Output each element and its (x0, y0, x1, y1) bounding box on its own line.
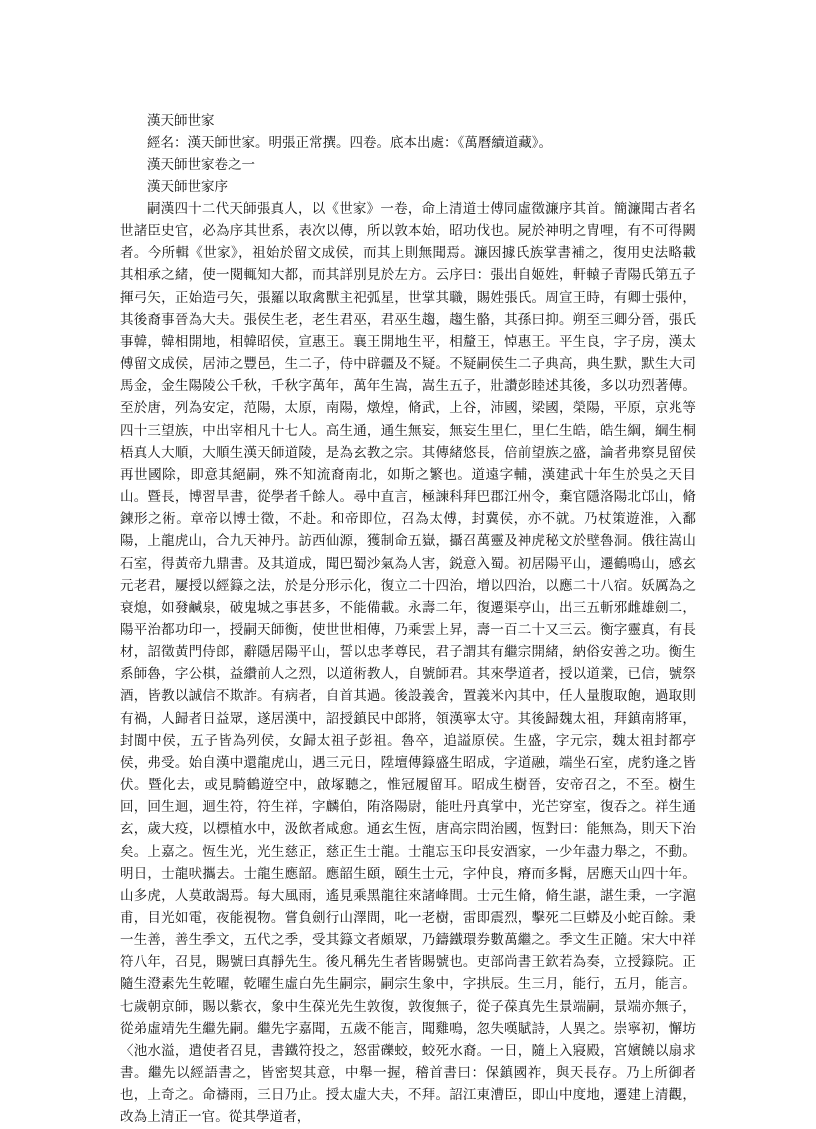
volume-title: 漢天師世家卷之一 (147, 157, 255, 173)
document-meta: 經名：漢天師世家。明張正常撰。四卷。底本出處：《萬曆續道藏》。 (147, 135, 552, 151)
document-title: 漢天師世家 (147, 113, 215, 129)
document-page (120, 110, 696, 1129)
preface-body: 嗣漢四十二代天師張真人，以《世家》一卷，命上清道士傅同虛徵濂序其首。簡濂聞古者名世諸臣史官，必為序其世系，表次以傳，所以敦本始，昭功伐也。屍於神明之冑哩，有不可得闕者。今所輯《世家》，祖始於留文成侯，而其上則無聞焉。濂因據氏族掌書補之，復用史法略載其相承之緒，使一閱輒知大都，而其詳別見於左方。云序曰：張出自姬姓，軒轅子青陽氏第五子揮弓矢，正始造弓矢，張羅以取禽獸主祀弧星，世掌其職，賜姓張氏。周宣王時，有卿士張仲，其後裔事晉為大夫。張侯生老，老生君巫，君巫生趨，趨生骼，其孫曰抑。朔至三卿分晉，張氏事韓，韓相開地，相韓昭侯，宣惠王。襄王開地生平，相釐王，悼惠王。平生良，字子房，漢太傅留文成侯，居沛之豐邑，生二子，侍中辟疆及不疑。不疑嗣侯生二子典高，典生默，默生大司馬金，金生陽陵公千秋，千秋字萬年，萬年生嵩，嵩生五子，壯讚彭睦述其後，多以功烈著傳。至於唐，列為安定，范陽，太原，南陽，燉煌，脩武，上谷，沛國，梁國，榮陽，平原，京兆等四十三望族，中出宰相凡十七人。高生通，通生無妄，無妄生里仁，里仁生皓，皓生綱，綱生桐梧真人大順，大順生漢天師道陵，是為玄教之宗。其傳緒悠長，倍前望族之盛，論者弗察見留侯再世國除，即意其絕嗣，殊不知流裔南北，如斯之繁也。道遠字輔，漢建武十年生於吳之天目山。暨長，博習旱書，從學者千餘人。尋中直言，極諫科拜巴郡江州令，棄官隱洛陽北邙山，脩鍊形之術。章帝以博士徵，不赴。和帝即位，召為太傅，封冀侯，亦不就。乃杖策遊淮，入鄱陽，上龍虎山，合九天神丹。訪西仙源，獲制命五嶽，攝召萬靈及神虎秘文於壁魯洞。俄往嵩山石室，得黃帝九鼎書。及其道成，聞巴蜀沙氣為人害，鋭意入蜀。初居陽平山，遷鶴鳴山，感玄元老君，屢授以經籙之法，於是分形示化，復立二十四治，增以四治，以應二十八宿。妖厲為之衰熄，如發鹹泉，破鬼城之事甚多，不能備載。永壽二年，復遷渠亭山，出三五斬邪雌雄劍二，陽平治都功印一，授嗣天師衡，使世世相傳，乃乘雲上昇，壽一百二十又三云。衡字靈真，有長材，詔徵黃門侍郎，辭隱居陽平山，誓以忠孝尊民，君子謂其有繼宗開緒，納俗安善之功。衡生系師魯，字公棋，益纘前人之烈，以道術教人，自號師君。其來學道者，授以道業，已信，號祭酒，皆教以誠信不欺詐。有病者，自首其過。後設義舍，置義米內其中，任人量腹取飽，過取則有禍，人歸者日益眾，遂居漢中，詔授鎮民中郎將，領漢寧太守。其後歸魏太祖，拜鎮南將軍，封閬中侯，五子皆為列侯，女歸太祖子彭祖。魯卒，追謚原侯。生盛，字元宗，魏太祖封都亭侯，弗受。始自漢中還龍虎山，遇三元日，陞壇傳籙盛生昭成，字道融，端坐石室，虎豹逢之皆伏。暨化去，或見騎鶴遊空中，啟塚聽之，惟冠履留耳。昭成生樹晉，安帝召之，不至。樹生回，回生迴，迴生符，符生祥，字麟伯，陏洛陽尉，能吐丹真掌中，光芒穿室，復吞之。祥生通玄，歲大疫，以標植水中，汲飲者咸愈。通玄生恆，唐高宗問治國，恆對曰：能無為，則天下治矣。上嘉之。恆生光，光生慈正，慈正生士龍。士龍忘玉印長安酒家，一少年盡力舉之，不動。明日，士龍吠攜去。士龍生應韶。應韶生頤，頤生士元，字仲良，瘠而多髯，居應天山四十年。山多虎，人莫敢謁焉。每大風雨，遙見乘黑龍往來諸峰間。士元生脩，脩生諶，諶生秉，一字滬甫，目光如電，夜能視物。嘗負劍行山澤間，叱一老樹，雷即震烈，擊死二巨蟒及小蛇百餘。秉一生善，善生季文，五代之季，受其籙文者頗眾，乃鑄鐵環券數萬繼之。季文生正隨。宋大中祥符八年，召見，賜號曰真靜先生。後凡稱先生者皆賜號也。吏部尚書王欽若為奏，立授籙院。正隨生澄素先生乾曜，乾曜生虛白先生嗣宗，嗣宗生象中，字拱辰。生三月，能行，五月，能言。七歲朝京師，賜以紫衣，象中生葆光先生敦復，敦復無子，從子葆真先生景端嗣，景端亦無子，從弟虛靖先生繼先嗣。繼先字嘉聞，五歲不能言，聞雞鳴，忽失嘆賦詩，人異之。崇寧初，懈坊〈池水溢，遣使者召見，書鐵符投之，怒雷礫蛟，蛟死水裔。一日，隨上入寢殿，宮嬪饒以扇求書。繼先以經語書之，皆密契其意，中舉一握，稽首書曰：保鎮國祚，與天長存。乃上所御者也，上奇之。命禱雨，三日乃止。授太虛大夫，不拜。詔江東漕臣，即山中度地，遷建上清觀，改為上清正一官。從其學道者， (120, 201, 696, 1126)
preface-title: 漢天師世家序 (147, 179, 228, 195)
